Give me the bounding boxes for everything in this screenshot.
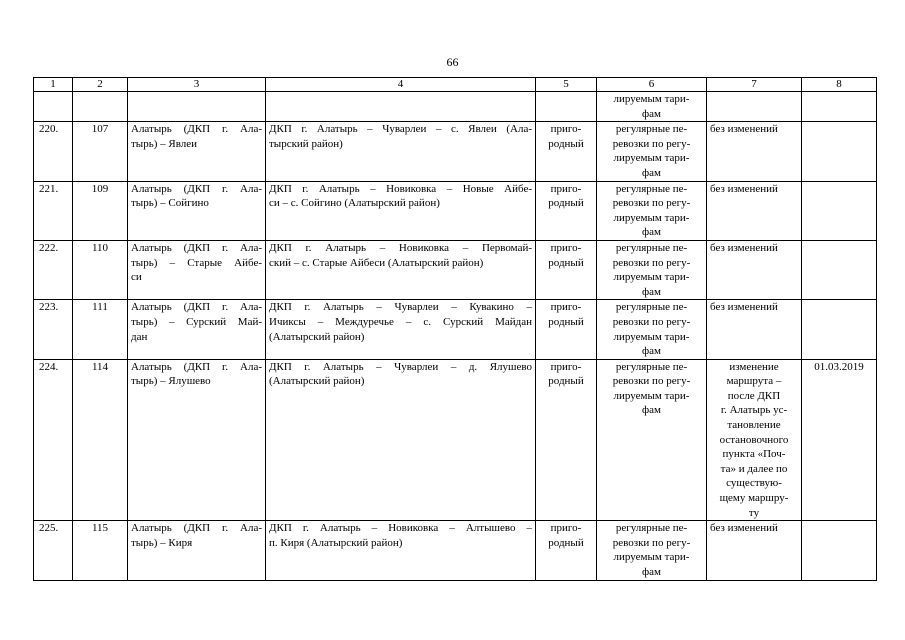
date-cell [802, 521, 877, 580]
path-cell [266, 521, 536, 580]
name-cell [128, 122, 266, 181]
change-line: без изменений [710, 241, 778, 254]
kind-line: родный [548, 256, 584, 269]
type-line: лируемым тари- [613, 389, 690, 402]
name-line: Алатырь (ДКП г. Ала- [131, 301, 262, 314]
path-line: Ичиксы – Междуречье – с. Сурский Майдан [269, 315, 532, 328]
change-line: после ДКП [727, 389, 781, 402]
date-cell [802, 240, 877, 299]
route-cell: 107 [73, 122, 128, 181]
path-line: ДКП г. Алатырь – Новиковка – Новые Айбе- [269, 182, 532, 195]
type-line: регулярные пе- [615, 182, 688, 195]
type-line: лируемым тари- [613, 271, 690, 284]
change-cell [707, 240, 802, 299]
route-cell: 110 [73, 240, 128, 299]
header-cell-2: 2 [73, 78, 128, 92]
type-line: фам [642, 107, 661, 120]
path-line: тырский район) [269, 137, 343, 150]
type-cell [597, 521, 707, 580]
kind-cell [536, 181, 597, 240]
kind-cell [536, 300, 597, 359]
type-line: ревозки по регу- [612, 536, 691, 549]
kind-line: приго- [550, 241, 582, 254]
path-line: ДКП г. Алатырь – Новиковка – Первомай- [269, 241, 532, 254]
kind-cell [536, 240, 597, 299]
name-cell [128, 359, 266, 521]
type-line: ревозки по регу- [612, 256, 691, 269]
type-cell [597, 359, 707, 521]
type-line: лируемым тари- [613, 93, 690, 105]
kind-line: приго- [550, 360, 582, 373]
name-line: тырь) – Ялушево [131, 375, 211, 388]
header-cell-7: 7 [707, 78, 802, 92]
change-cell [707, 521, 802, 580]
name-line: Алатырь (ДКП г. Ала- [131, 241, 262, 254]
table-row [34, 300, 877, 359]
change-cell [707, 300, 802, 359]
type-line: регулярные пе- [615, 522, 688, 535]
type-line: фам [642, 345, 661, 358]
type-cell [597, 122, 707, 181]
name-cell [128, 181, 266, 240]
kind-line: приго- [550, 182, 582, 195]
num-cell: 225. [34, 521, 73, 580]
path-line: ДКП г. Алатырь – Чуварлеи – с. Явлеи (Ала- [269, 123, 532, 136]
name-cell [128, 92, 266, 122]
type-line: фам [642, 285, 661, 298]
type-line: ревозки по регу- [612, 375, 691, 388]
name-line: Алатырь (ДКП г. Ала- [131, 182, 262, 195]
path-line: ДКП г. Алатырь – Новиковка – Алтышево – [269, 522, 532, 535]
path-cell [266, 122, 536, 181]
type-line: ревозки по регу- [612, 137, 691, 150]
kind-cell [536, 122, 597, 181]
name-line: тырь) – Старые Айбе- [131, 256, 262, 269]
name-cell [128, 240, 266, 299]
type-cell [597, 240, 707, 299]
num-cell: 220. [34, 122, 73, 181]
type-line: ревозки по регу- [612, 315, 691, 328]
path-line: ДКП г. Алатырь – Чуварлеи – Кувакино – [269, 301, 532, 314]
type-line: регулярные пе- [615, 241, 688, 254]
path-cell [266, 92, 536, 122]
change-line: существую- [726, 477, 782, 490]
change-cell [707, 122, 802, 181]
num-cell: 223. [34, 300, 73, 359]
path-line: (Алатырский район) [269, 330, 365, 343]
type-line: регулярные пе- [615, 123, 688, 136]
num-cell: 224. [34, 359, 73, 521]
change-line: без изменений [710, 182, 778, 195]
change-line: г. Алатырь ус- [720, 404, 788, 417]
table-row [34, 240, 877, 299]
kind-line: приго- [550, 301, 582, 314]
type-line: лируемым тари- [613, 330, 690, 343]
date-cell [802, 92, 877, 122]
name-line: тырь) – Сойгино [131, 197, 209, 210]
kind-cell [536, 521, 597, 580]
change-line: остановочного [719, 433, 789, 446]
name-line: тырь) – Сурский Май- [131, 315, 262, 328]
date-cell [802, 181, 877, 240]
name-line: Алатырь (ДКП г. Ала- [131, 522, 262, 535]
name-line: тырь) – Киря [131, 536, 193, 549]
path-line: (Алатырский район) [269, 375, 365, 388]
page-number: 66 [446, 55, 459, 69]
type-line: лируемым тари- [613, 551, 690, 564]
header-row [34, 78, 877, 92]
path-cell [266, 240, 536, 299]
change-cell [707, 92, 802, 122]
route-cell: 114 [73, 359, 128, 521]
path-line: си – с. Сойгино (Алатырский район) [269, 197, 440, 210]
change-cell [707, 359, 802, 521]
type-line: фам [642, 166, 661, 179]
change-line: тановление [727, 419, 781, 432]
name-line: Алатырь (ДКП г. Ала- [131, 123, 262, 136]
continuation-row [34, 92, 877, 122]
route-cell: 109 [73, 181, 128, 240]
type-line: регулярные пе- [615, 301, 688, 314]
path-cell [266, 300, 536, 359]
header-cell-5: 5 [536, 78, 597, 92]
type-line: фам [642, 226, 661, 239]
table-row [34, 122, 877, 181]
header-cell-4: 4 [266, 78, 536, 92]
name-line: тырь) – Явлеи [131, 137, 198, 150]
name-line: дан [131, 330, 148, 343]
change-line: без изменений [710, 301, 778, 314]
num-cell [34, 92, 73, 122]
change-line: щему маршру- [719, 492, 789, 505]
type-line: лируемым тари- [613, 211, 690, 224]
change-line: та» и далее по [720, 462, 788, 475]
kind-line: родный [548, 315, 584, 328]
type-line: ревозки по регу- [612, 197, 691, 210]
change-line: изменение [729, 360, 779, 373]
header-cell-3: 3 [128, 78, 266, 92]
table-row [34, 359, 877, 521]
date-cell: 01.03.2019 [802, 359, 877, 521]
type-cell [597, 92, 707, 122]
kind-cell [536, 359, 597, 521]
route-cell: 111 [73, 300, 128, 359]
name-line: си [131, 271, 142, 284]
date-cell [802, 122, 877, 181]
kind-cell [536, 92, 597, 122]
path-line: ский – с. Старые Айбеси (Алатырский район) [269, 256, 484, 269]
change-cell [707, 181, 802, 240]
change-line: пункта «Поч- [722, 448, 786, 461]
num-cell: 221. [34, 181, 73, 240]
name-cell [128, 300, 266, 359]
name-line: Алатырь (ДКП г. Ала- [131, 360, 262, 373]
name-cell [128, 521, 266, 580]
type-cell [597, 181, 707, 240]
kind-line: приго- [550, 522, 582, 535]
header-cell-8: 8 [802, 78, 877, 92]
kind-line: родный [548, 137, 584, 150]
kind-line: родный [548, 536, 584, 549]
date-cell [802, 300, 877, 359]
kind-line: родный [548, 197, 584, 210]
header-cell-1: 1 [34, 78, 73, 92]
change-line: без изменений [710, 123, 778, 136]
type-line: фам [642, 404, 661, 417]
type-cell [597, 300, 707, 359]
path-cell [266, 181, 536, 240]
route-cell [73, 92, 128, 122]
change-line: ту [748, 506, 760, 519]
change-line: без изменений [710, 522, 778, 535]
header-cell-6: 6 [597, 78, 707, 92]
kind-line: приго- [550, 123, 582, 136]
path-line: ДКП г. Алатырь – Чуварлеи – д. Ялушево [269, 360, 532, 373]
type-line: лируемым тари- [613, 152, 690, 165]
kind-line: родный [548, 375, 584, 388]
change-line: маршрута – [726, 375, 782, 388]
path-line: п. Киря (Алатырский район) [269, 536, 403, 549]
routes-table [33, 77, 877, 581]
type-line: фам [642, 566, 661, 578]
table-row [34, 181, 877, 240]
route-cell: 115 [73, 521, 128, 580]
type-line: регулярные пе- [615, 360, 688, 373]
num-cell: 222. [34, 240, 73, 299]
table-row [34, 521, 877, 580]
path-cell [266, 359, 536, 521]
